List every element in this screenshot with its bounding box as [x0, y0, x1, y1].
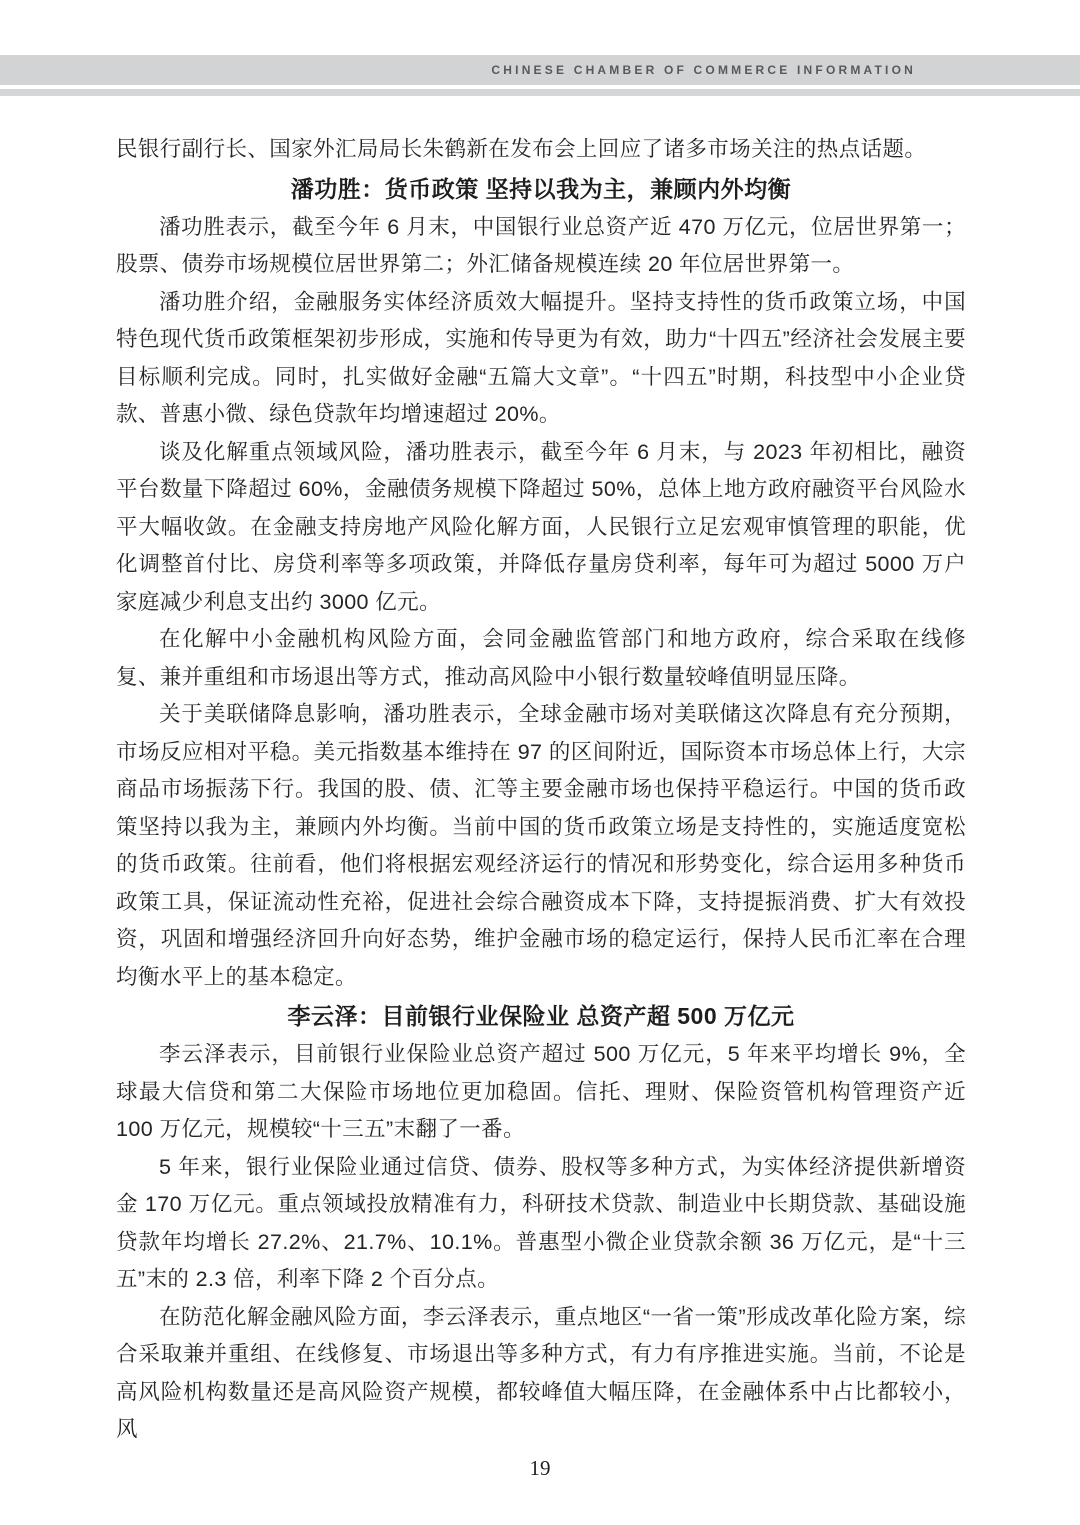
header-banner: [0, 55, 1080, 85]
lead-continuation-paragraph: 民银行副行长、国家外汇局局长朱鹤新在发布会上回应了诸多市场关注的热点话题。: [116, 137, 927, 161]
paragraph: 在防范化解金融风险方面，李云泽表示，重点地区“一省一策”形成改革化险方案，综合采取兼并重组、在线修复、市场退出等多种方式，有力有序推进实施。当前，不论是高风险机构数量还是高风险资产规模，都较峰值大幅压降，在金融体系中占比都较小，风: [116, 1304, 966, 1441]
paragraph: 潘功胜介绍，金融服务实体经济质效大幅提升。坚持支持性的货币政策立场，中国特色现代货币政策框架初步形成，实施和传导更为有效，助力“十四五”经济社会发展主要目标顺利完成。同时，扎实做好金融“五篇大文章”。“十四五”时期，科技型中小企业贷款、普惠小微、绿色贷款年均增速超过 20%。: [116, 289, 966, 426]
header-banner-strip: [0, 89, 1080, 96]
paragraph: 谈及化解重点领域风险，潘功胜表示，截至今年 6 月末，与 2023 年初相比，融资平台数量下降超过 60%，金融债务规模下降超过 50%，总体上地方政府融资平台风险水平大幅收敛。在金融支持房地产风险化解方面，人民银行立足宏观审慎管理的职能，优化调整首付比、房贷利率等多项政策，并降低存量房贷利率，每年可为超过 5000 万户家庭减少利息支出约 3000 亿元。: [116, 439, 966, 614]
paragraph: 关于美联储降息影响，潘功胜表示，全球金融市场对美联储这次降息有充分预期，市场反应相对平稳。美元指数基本维持在 97 的区间附近，国际资本市场总体上行，大宗商品市场振荡下行。我国的股、债、汇等主要金融市场也保持平稳运行。中国的货币政策坚持以我为主，兼顾内外均衡。当前中国的货币政策立场是支持性的，实施适度宽松的货币政策。往前看，他们将根据宏观经济运行的情况和形势变化，综合运用多种货币政策工具，保证流动性充裕，促进社会综合融资成本下降，支持提振消费、扩大有效投资，巩固和增强经济回升向好态势，维护金融市场的稳定运行，保持人民币汇率在合理均衡水平上的基本稳定。: [116, 702, 966, 989]
paragraph: 潘功胜表示，截至今年 6 月末，中国银行业总资产近 470 万亿元，位居世界第一；股票、债券市场规模位居世界第二；外汇储备规模连续 20 年位居世界第一。: [116, 214, 966, 276]
section-heading-pangongsheng: 潘功胜：货币政策 坚持以我为主，兼顾内外均衡: [290, 175, 792, 202]
page-number: 19: [529, 1456, 551, 1480]
header-banner-text: CHINESE CHAMBER OF COMMERCE INFORMATION: [491, 63, 916, 77]
paragraph: 在化解中小金融机构风险方面，会同金融监管部门和地方政府，综合采取在线修复、兼并重组和市场退出等方式，推动高风险中小银行数量较峰值明显压降。: [116, 627, 966, 689]
section-heading-liyunze: 李云泽：目前银行业保险业 总资产超 500 万亿元: [287, 1003, 795, 1029]
paragraph: 5 年来，银行业保险业通过信贷、债券、股权等多种方式，为实体经济提供新增资金 170 万亿元。重点领域投放精准有力，科研技术贷款、制造业中长期贷款、基础设施贷款年均增长 27.2%、21.7%、10.1%。普惠型小微企业贷款余额 36 万亿元，是“十三五”末的 2.3 倍，利率下降 2 个百分点。: [116, 1154, 966, 1291]
paragraph: 李云泽表示，目前银行业保险业总资产超过 500 万亿元，5 年来平均增长 9%，全球最大信贷和第二大保险市场地位更加稳固。信托、理财、保险资管机构管理资产近 100 万亿元，规模较“十三五”末翻了一番。: [116, 1042, 966, 1141]
article-body: [116, 131, 966, 1449]
